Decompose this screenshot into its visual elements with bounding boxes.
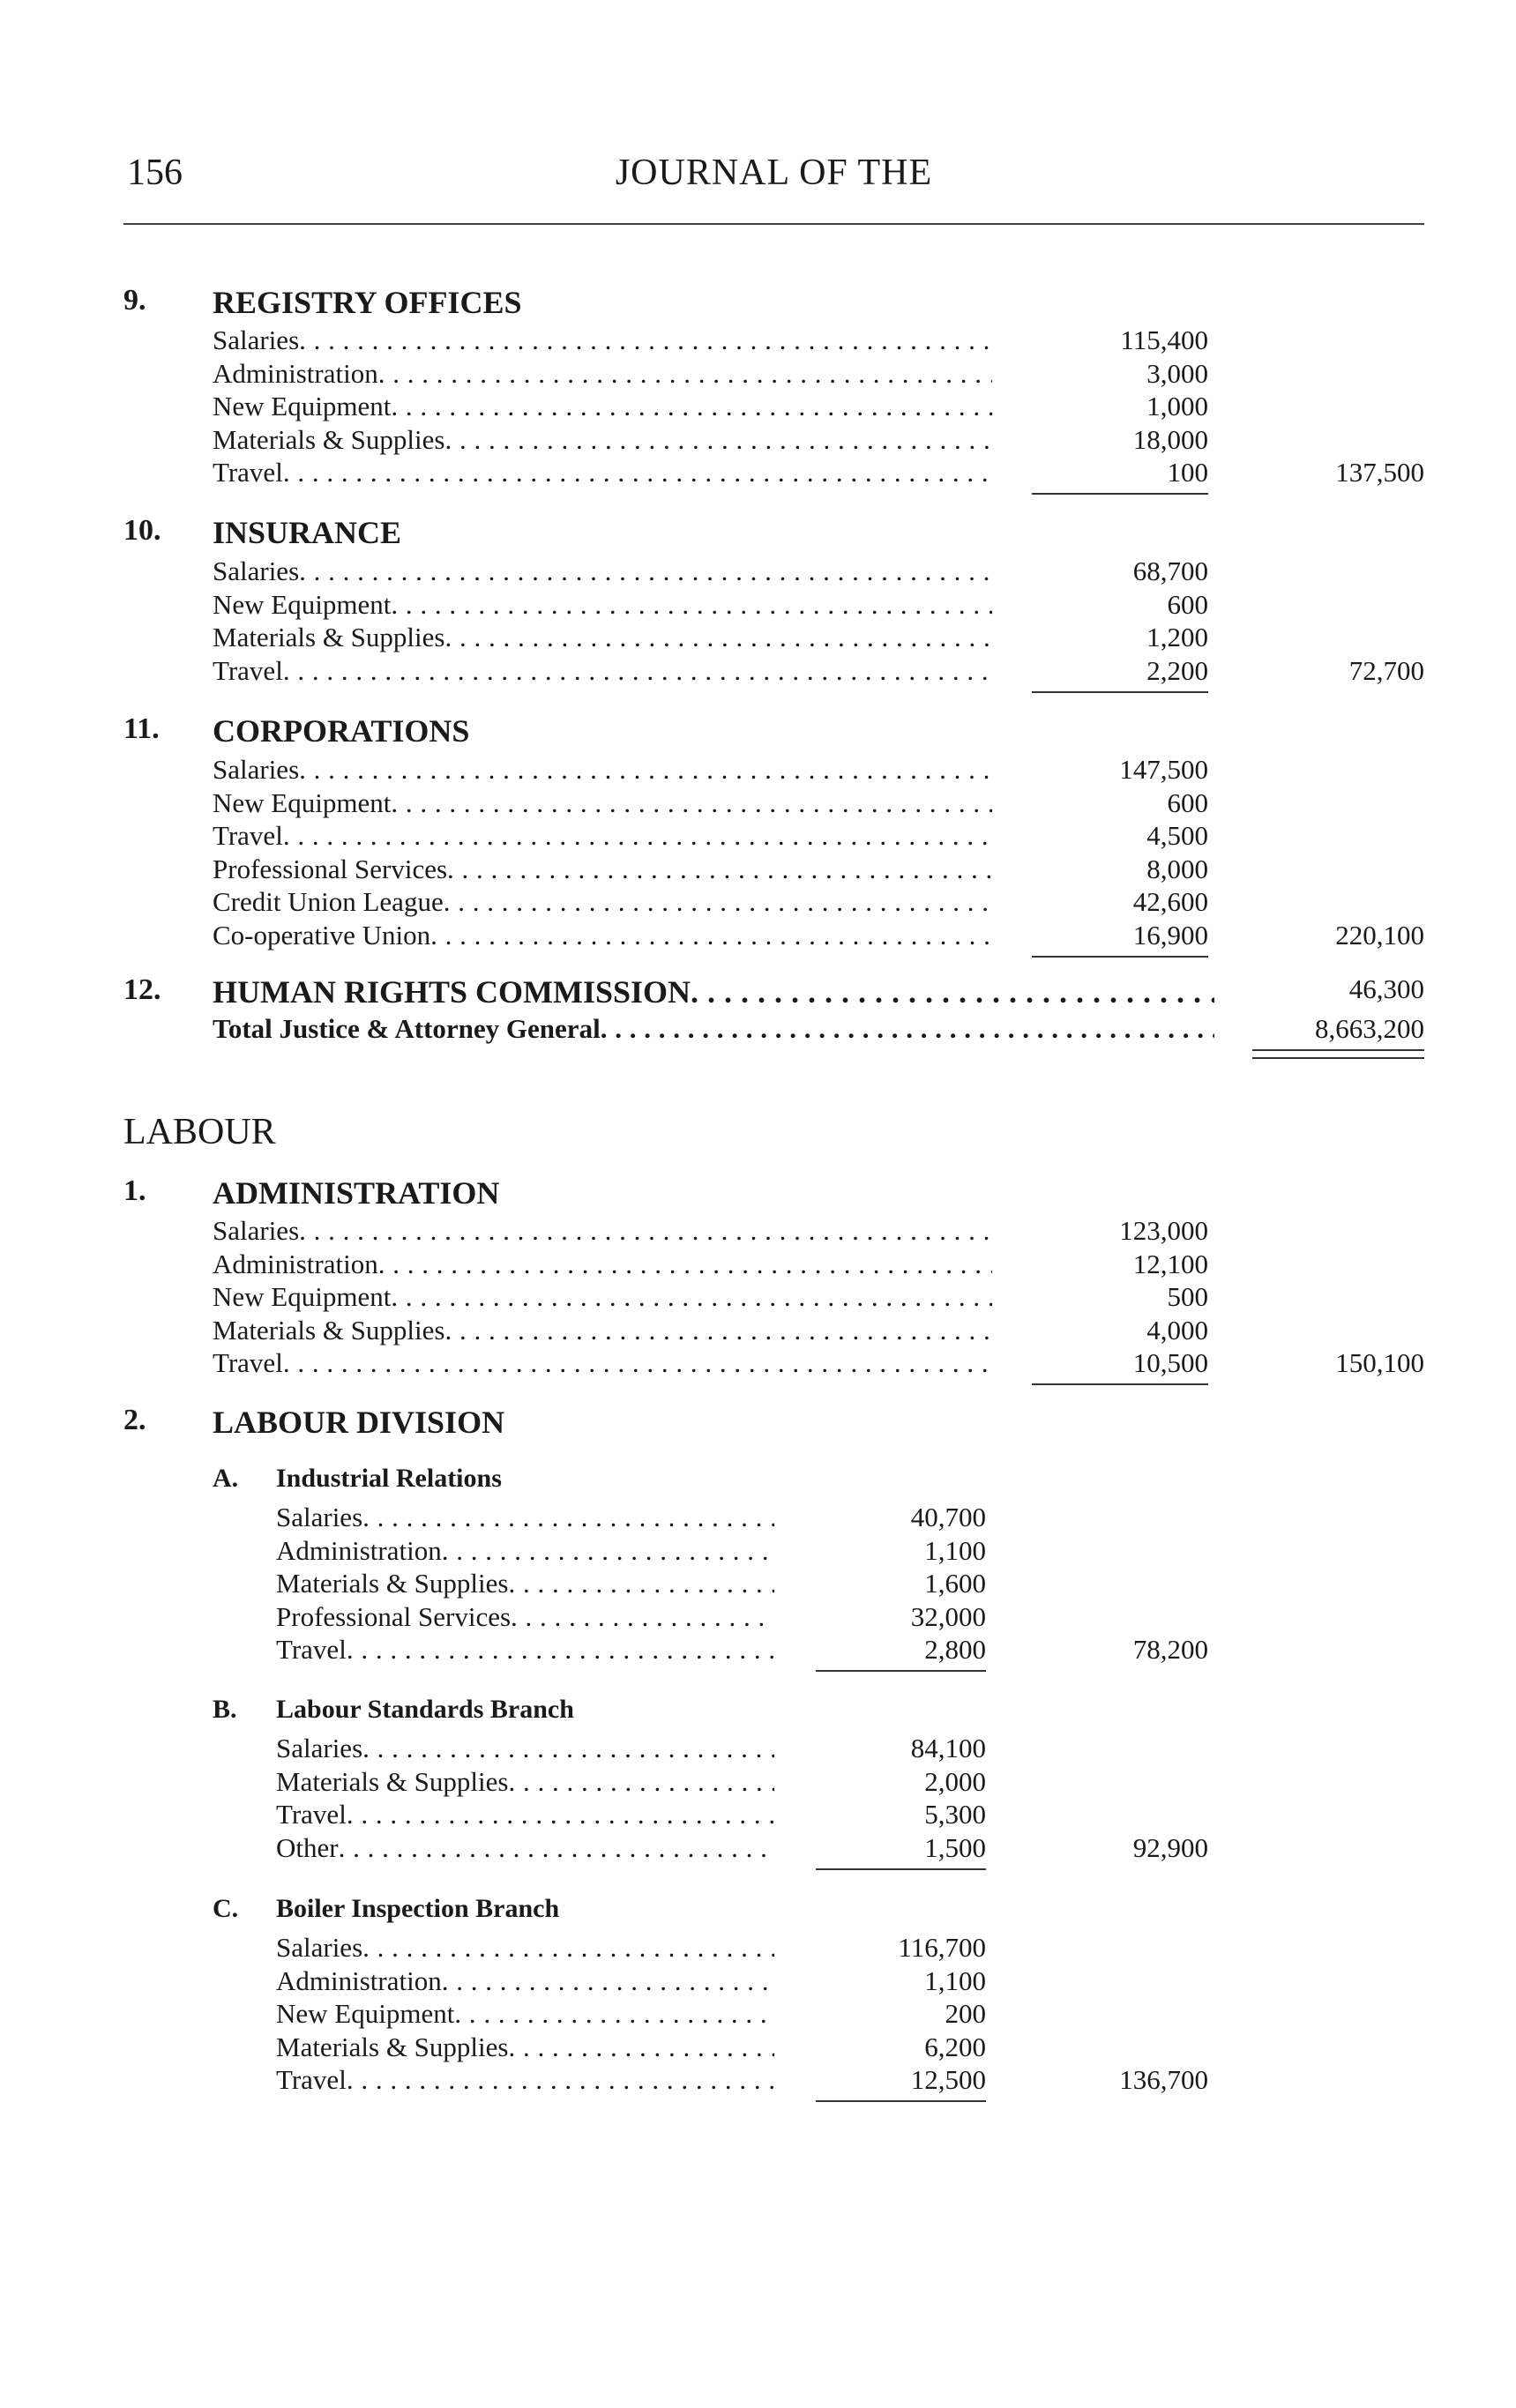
item-amount: 123,000 xyxy=(1119,1215,1208,1246)
dot-leader xyxy=(442,1965,774,1997)
department-title: LABOUR xyxy=(123,1112,276,1152)
item-amount: 5,300 xyxy=(924,1799,986,1830)
line-item xyxy=(0,1535,1516,1569)
item-label: New Equipment xyxy=(213,391,392,421)
item-label: Salaries xyxy=(276,1733,363,1763)
dot-leader xyxy=(391,787,992,819)
section-total-row xyxy=(0,655,1516,689)
dot-leader xyxy=(378,358,992,390)
item-label: Salaries xyxy=(276,1502,363,1532)
item-leader xyxy=(276,1733,774,1764)
item-label: Travel xyxy=(213,654,283,686)
line-item xyxy=(0,1766,1516,1800)
section-total-row xyxy=(0,1347,1516,1381)
dot-leader xyxy=(508,1568,774,1599)
line-item xyxy=(0,1965,1516,1999)
item-leader xyxy=(276,1965,774,1997)
section-title: ADMINISTRATION xyxy=(213,1175,500,1211)
subsection-heading xyxy=(0,1894,1516,1927)
dot-leader xyxy=(691,973,1214,1010)
line-item xyxy=(0,1932,1516,1965)
line-item xyxy=(0,1281,1516,1315)
dot-leader xyxy=(447,854,992,885)
item-label: Credit Union League xyxy=(213,886,444,917)
item-amount: 500 xyxy=(1167,1281,1208,1312)
item-leader xyxy=(213,1215,992,1247)
item-label: Salaries xyxy=(213,555,300,586)
item-leader xyxy=(213,424,992,456)
section-heading xyxy=(0,712,1516,749)
item-label: Co-operative Union xyxy=(213,919,431,951)
item-label: Travel xyxy=(213,820,283,851)
section-heading xyxy=(0,1174,1516,1211)
page-header xyxy=(123,152,1424,205)
item-amount: 4,000 xyxy=(1146,1314,1208,1346)
subsection-letter: C. xyxy=(213,1894,239,1923)
item-label: Travel xyxy=(276,2064,347,2095)
dot-leader xyxy=(444,886,992,918)
item-amount: 1,100 xyxy=(924,1534,986,1566)
item-leader xyxy=(213,1249,992,1280)
item-label: Salaries xyxy=(213,1215,300,1246)
subsection-total: 136,700 xyxy=(1119,2064,1208,2095)
subtotal-underline xyxy=(816,2100,986,2102)
subsection-heading xyxy=(0,1464,1516,1497)
item-label: Administration xyxy=(276,1964,442,1996)
line-item xyxy=(0,358,1516,391)
item-label: Administration xyxy=(276,1534,442,1566)
item-amount: 3,000 xyxy=(1146,357,1208,389)
item-amount: 16,900 xyxy=(1132,919,1208,951)
item-label: Travel xyxy=(213,457,283,488)
item-label: Materials & Supplies xyxy=(276,1568,509,1599)
item-amount: 40,700 xyxy=(910,1502,986,1532)
dot-leader xyxy=(444,622,992,653)
section-title: INSURANCE xyxy=(213,515,402,550)
subtotal-underline xyxy=(1032,493,1208,495)
line-item xyxy=(0,1315,1516,1348)
section-total: 150,100 xyxy=(1335,1347,1424,1378)
item-leader xyxy=(213,1315,992,1346)
item-amount: 1,100 xyxy=(924,1964,986,1996)
grand-total-amount: 8,663,200 xyxy=(1315,1013,1424,1044)
item-amount: 147,500 xyxy=(1119,754,1208,785)
section-number: 9. xyxy=(123,284,146,317)
item-label: Professional Services xyxy=(213,853,448,884)
item-amount: 68,700 xyxy=(1132,555,1208,586)
dot-leader xyxy=(391,589,992,621)
dot-leader xyxy=(283,820,992,852)
line-item xyxy=(0,754,1516,787)
line-item xyxy=(0,424,1516,458)
line-item xyxy=(0,1568,1516,1601)
item-leader xyxy=(276,1998,774,2030)
item-leader xyxy=(213,622,992,653)
line-item xyxy=(0,787,1516,821)
page-number: 156 xyxy=(127,153,183,193)
subsection-total: 92,900 xyxy=(1132,1831,1208,1863)
section-number: 12. xyxy=(123,973,161,1006)
dot-leader xyxy=(362,1932,774,1964)
item-leader xyxy=(276,1535,774,1567)
subtotal-underline xyxy=(1032,691,1208,693)
subsection-letter: B. xyxy=(213,1695,237,1724)
item-label: Administration xyxy=(213,357,378,389)
subtotal-underline xyxy=(816,1868,986,1870)
section-heading xyxy=(0,514,1516,548)
item-amount: 1,600 xyxy=(924,1568,986,1599)
item-amount: 42,600 xyxy=(1132,886,1208,917)
subtotal-underline xyxy=(1032,1383,1208,1385)
item-amount: 116,700 xyxy=(898,1932,986,1963)
subsection-letter: A. xyxy=(213,1464,239,1493)
item-leader xyxy=(276,1766,774,1798)
item-label: Professional Services xyxy=(276,1600,512,1632)
item-amount: 100 xyxy=(1167,457,1208,488)
item-leader xyxy=(276,1568,774,1599)
section-heading xyxy=(0,973,1516,1010)
item-amount: 2,800 xyxy=(924,1634,986,1665)
item-label: Travel xyxy=(213,1347,283,1378)
subsection-total-row xyxy=(0,1634,1516,1667)
line-item xyxy=(0,1733,1516,1766)
section-number: 11. xyxy=(123,712,160,745)
section-leader xyxy=(213,973,1214,1010)
item-leader xyxy=(213,754,992,786)
section-title: CORPORATIONS xyxy=(213,713,470,749)
item-label: Materials & Supplies xyxy=(213,423,445,455)
dot-leader xyxy=(442,1535,774,1567)
section-number: 2. xyxy=(123,1404,146,1436)
item-label: Materials & Supplies xyxy=(213,1314,445,1346)
item-amount: 10,500 xyxy=(1132,1347,1208,1378)
grand-total-label: Total Justice & Attorney General xyxy=(213,1013,601,1044)
item-amount: 115,400 xyxy=(1120,324,1208,355)
grand-total-row xyxy=(0,1013,1516,1047)
dot-leader xyxy=(347,1799,774,1830)
dot-leader xyxy=(299,555,992,587)
item-leader xyxy=(213,324,992,356)
item-label: Materials & Supplies xyxy=(213,622,445,652)
line-item xyxy=(0,1998,1516,2032)
grand-total-leader xyxy=(213,1013,1214,1045)
subsection-title: Labour Standards Branch xyxy=(276,1695,574,1724)
item-amount: 8,000 xyxy=(1146,853,1208,884)
subtotal-underline xyxy=(816,1670,986,1672)
dot-leader xyxy=(508,1766,774,1798)
item-amount: 4,500 xyxy=(1146,820,1208,851)
item-leader xyxy=(213,555,992,587)
item-amount: 200 xyxy=(945,1998,986,2029)
item-amount: 6,200 xyxy=(924,2031,986,2062)
item-leader xyxy=(276,1799,774,1830)
item-leader xyxy=(276,1502,774,1533)
item-label: New Equipment xyxy=(213,588,392,620)
item-amount: 1,000 xyxy=(1146,391,1208,421)
section-total: 220,100 xyxy=(1335,919,1424,951)
item-label: Salaries xyxy=(276,1932,363,1963)
grand-total-double-underline xyxy=(1252,1049,1424,1059)
item-amount: 18,000 xyxy=(1132,423,1208,455)
item-leader xyxy=(213,787,992,819)
dot-leader xyxy=(391,391,992,422)
subsection-title: Boiler Inspection Branch xyxy=(276,1894,560,1923)
dot-leader xyxy=(299,1215,992,1247)
item-amount: 2,000 xyxy=(924,1765,986,1797)
line-item xyxy=(0,820,1516,854)
item-amount: 12,100 xyxy=(1132,1248,1208,1279)
line-item xyxy=(0,1799,1516,1832)
header-rule xyxy=(123,223,1424,225)
dot-leader xyxy=(362,1502,774,1533)
dot-leader xyxy=(391,1281,992,1313)
dot-leader xyxy=(378,1249,992,1280)
item-amount: 600 xyxy=(1167,787,1208,818)
item-label: Administration xyxy=(213,1248,378,1279)
item-label: Salaries xyxy=(213,754,300,785)
line-item xyxy=(0,324,1516,358)
item-label: New Equipment xyxy=(213,1281,392,1312)
item-leader xyxy=(213,886,992,918)
item-label: Materials & Supplies xyxy=(276,1765,509,1797)
dot-leader xyxy=(444,1315,992,1346)
subsection-total: 78,200 xyxy=(1132,1634,1208,1665)
subtotal-underline xyxy=(1032,956,1208,958)
section-amount: 46,300 xyxy=(1348,973,1424,1004)
section-total-row xyxy=(0,457,1516,490)
dot-leader xyxy=(444,424,992,456)
line-item xyxy=(0,886,1516,920)
item-label: New Equipment xyxy=(213,787,392,818)
dot-leader xyxy=(511,1601,774,1633)
item-amount: 2,200 xyxy=(1146,654,1208,686)
subsection-total-row xyxy=(0,2064,1516,2098)
section-heading xyxy=(0,1404,1516,1440)
line-item xyxy=(0,854,1516,887)
line-item xyxy=(0,555,1516,589)
line-item xyxy=(0,1601,1516,1635)
dot-leader xyxy=(508,2032,774,2063)
subsection-total-row xyxy=(0,1832,1516,1866)
section-total: 72,700 xyxy=(1348,654,1424,686)
section-total: 137,500 xyxy=(1335,457,1424,488)
item-label: Travel xyxy=(276,1799,347,1830)
section-total-row xyxy=(0,920,1516,953)
item-leader xyxy=(213,820,992,852)
dot-leader xyxy=(362,1733,774,1764)
item-amount: 1,200 xyxy=(1146,622,1208,652)
line-item xyxy=(0,1215,1516,1249)
line-item xyxy=(0,1249,1516,1282)
section-number: 10. xyxy=(123,514,161,547)
dot-leader xyxy=(601,1013,1214,1045)
section-label: HUMAN RIGHTS COMMISSION xyxy=(213,974,691,1010)
line-item xyxy=(0,391,1516,424)
section-title: REGISTRY OFFICES xyxy=(213,285,522,320)
item-leader xyxy=(276,1601,774,1633)
line-item xyxy=(0,1502,1516,1535)
item-leader xyxy=(213,1281,992,1313)
item-amount: 84,100 xyxy=(910,1733,986,1763)
dot-leader xyxy=(454,1998,774,2030)
dot-leader xyxy=(299,754,992,786)
item-amount: 32,000 xyxy=(910,1600,986,1632)
item-leader xyxy=(276,1932,774,1964)
item-leader xyxy=(276,2032,774,2063)
item-leader xyxy=(213,358,992,390)
item-label: Travel xyxy=(276,1634,347,1665)
dot-leader xyxy=(299,324,992,356)
line-item xyxy=(0,2032,1516,2065)
line-item xyxy=(0,589,1516,623)
item-label: New Equipment xyxy=(276,1998,455,2029)
page-title: JOURNAL OF THE xyxy=(615,153,933,193)
item-label: Salaries xyxy=(213,324,300,355)
subsection-title: Industrial Relations xyxy=(276,1464,502,1493)
section-number: 1. xyxy=(123,1174,146,1207)
section-heading xyxy=(0,284,1516,320)
item-amount: 12,500 xyxy=(910,2064,986,2095)
item-label: Materials & Supplies xyxy=(276,2031,509,2062)
item-leader xyxy=(213,391,992,422)
subsection-heading xyxy=(0,1695,1516,1728)
labour-heading xyxy=(0,1111,1516,1152)
item-label: Other xyxy=(276,1831,339,1863)
item-leader xyxy=(213,589,992,621)
section-title: LABOUR DIVISION xyxy=(213,1405,505,1440)
item-amount: 1,500 xyxy=(924,1831,986,1863)
item-leader xyxy=(213,854,992,885)
item-amount: 600 xyxy=(1167,588,1208,620)
line-item xyxy=(0,622,1516,655)
